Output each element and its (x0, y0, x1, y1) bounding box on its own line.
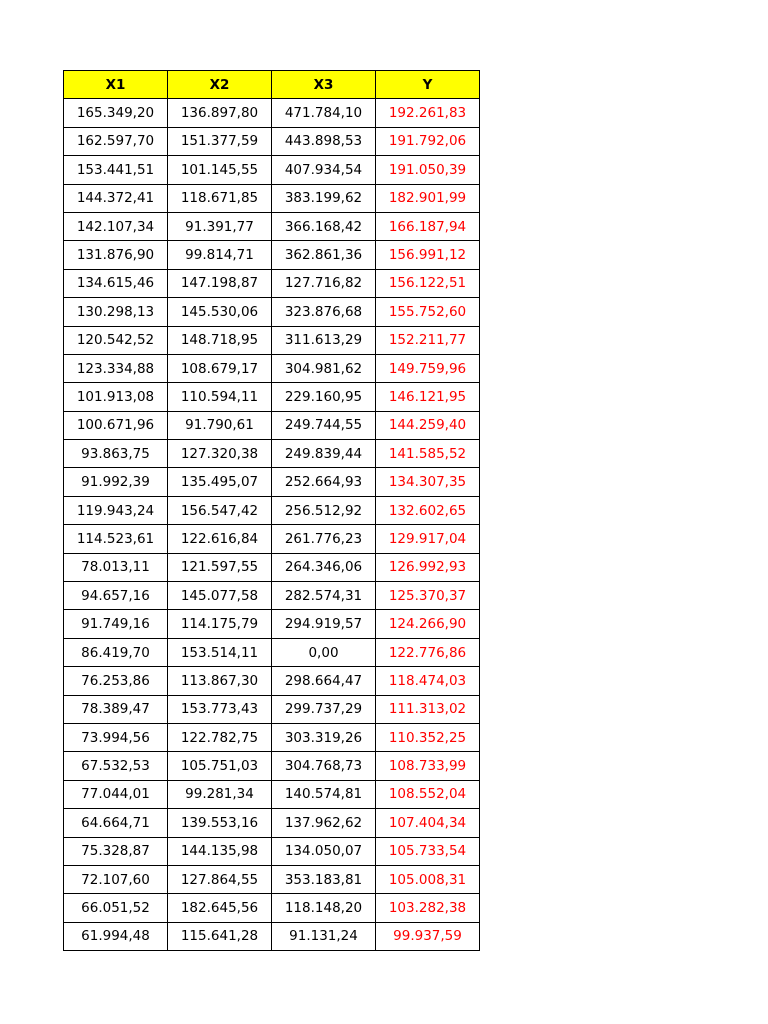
cell-x2: 147.198,87 (168, 269, 272, 297)
table-row (64, 752, 480, 780)
cell-x2: 145.530,06 (168, 298, 272, 326)
cell-y: 191.050,39 (376, 156, 480, 184)
cell-x1: 73.994,56 (64, 723, 168, 751)
cell-x3: 137.962,62 (272, 809, 376, 837)
cell-y: 108.733,99 (376, 752, 480, 780)
cell-x2: 108.679,17 (168, 354, 272, 382)
cell-x3: 353.183,81 (272, 865, 376, 893)
cell-x3: 298.664,47 (272, 667, 376, 695)
cell-x2: 122.616,84 (168, 525, 272, 553)
header-x3: X3 (272, 71, 376, 99)
table-row (64, 127, 480, 155)
cell-y: 156.991,12 (376, 241, 480, 269)
cell-x1: 78.013,11 (64, 553, 168, 581)
cell-x3: 294.919,57 (272, 610, 376, 638)
cell-x2: 99.814,71 (168, 241, 272, 269)
table-row (64, 383, 480, 411)
cell-y: 152.211,77 (376, 326, 480, 354)
table-row (64, 525, 480, 553)
table-row (64, 922, 480, 950)
cell-x1: 131.876,90 (64, 241, 168, 269)
table-row (64, 241, 480, 269)
cell-x2: 122.782,75 (168, 723, 272, 751)
cell-x2: 118.671,85 (168, 184, 272, 212)
cell-x1: 67.532,53 (64, 752, 168, 780)
cell-x1: 130.298,13 (64, 298, 168, 326)
cell-x3: 311.613,29 (272, 326, 376, 354)
cell-x3: 261.776,23 (272, 525, 376, 553)
header-x2: X2 (168, 71, 272, 99)
cell-x2: 151.377,59 (168, 127, 272, 155)
table-row (64, 411, 480, 439)
cell-x1: 91.992,39 (64, 468, 168, 496)
cell-y: 149.759,96 (376, 354, 480, 382)
cell-x2: 127.320,38 (168, 440, 272, 468)
cell-y: 182.901,99 (376, 184, 480, 212)
cell-y: 103.282,38 (376, 894, 480, 922)
cell-x3: 134.050,07 (272, 837, 376, 865)
cell-y: 166.187,94 (376, 212, 480, 240)
cell-x2: 114.175,79 (168, 610, 272, 638)
table-row (64, 99, 480, 127)
table-row (64, 582, 480, 610)
cell-x1: 93.863,75 (64, 440, 168, 468)
cell-x3: 443.898,53 (272, 127, 376, 155)
table-row (64, 695, 480, 723)
cell-x1: 162.597,70 (64, 127, 168, 155)
cell-y: 105.008,31 (376, 865, 480, 893)
cell-x2: 127.864,55 (168, 865, 272, 893)
cell-y: 111.313,02 (376, 695, 480, 723)
cell-y: 155.752,60 (376, 298, 480, 326)
cell-x1: 66.051,52 (64, 894, 168, 922)
cell-y: 132.602,65 (376, 496, 480, 524)
cell-y: 125.370,37 (376, 582, 480, 610)
cell-y: 156.122,51 (376, 269, 480, 297)
table-row (64, 156, 480, 184)
cell-x3: 303.319,26 (272, 723, 376, 751)
cell-x1: 91.749,16 (64, 610, 168, 638)
cell-x3: 471.784,10 (272, 99, 376, 127)
cell-x2: 91.391,77 (168, 212, 272, 240)
cell-x3: 256.512,92 (272, 496, 376, 524)
cell-x1: 64.664,71 (64, 809, 168, 837)
cell-x1: 134.615,46 (64, 269, 168, 297)
table-row (64, 809, 480, 837)
cell-x2: 110.594,11 (168, 383, 272, 411)
cell-x2: 153.514,11 (168, 638, 272, 666)
table-row (64, 780, 480, 808)
cell-x3: 407.934,54 (272, 156, 376, 184)
cell-x2: 121.597,55 (168, 553, 272, 581)
cell-x2: 113.867,30 (168, 667, 272, 695)
cell-x3: 264.346,06 (272, 553, 376, 581)
table-row (64, 496, 480, 524)
table-row (64, 894, 480, 922)
header-y: Y (376, 71, 480, 99)
header-x1: X1 (64, 71, 168, 99)
cell-x2: 136.897,80 (168, 99, 272, 127)
cell-y: 105.733,54 (376, 837, 480, 865)
header-row (64, 71, 480, 99)
cell-x1: 123.334,88 (64, 354, 168, 382)
table-row (64, 667, 480, 695)
cell-x1: 75.328,87 (64, 837, 168, 865)
cell-x3: 362.861,36 (272, 241, 376, 269)
cell-x3: 118.148,20 (272, 894, 376, 922)
table-body (64, 99, 480, 951)
cell-x2: 91.790,61 (168, 411, 272, 439)
table-row (64, 269, 480, 297)
table-row (64, 184, 480, 212)
table-row (64, 440, 480, 468)
cell-x3: 252.664,93 (272, 468, 376, 496)
data-table (63, 70, 480, 951)
table-row (64, 865, 480, 893)
cell-x1: 144.372,41 (64, 184, 168, 212)
cell-x2: 101.145,55 (168, 156, 272, 184)
cell-x1: 86.419,70 (64, 638, 168, 666)
table-row (64, 610, 480, 638)
cell-x1: 76.253,86 (64, 667, 168, 695)
cell-y: 191.792,06 (376, 127, 480, 155)
cell-x1: 72.107,60 (64, 865, 168, 893)
cell-y: 144.259,40 (376, 411, 480, 439)
cell-x3: 127.716,82 (272, 269, 376, 297)
cell-x1: 165.349,20 (64, 99, 168, 127)
cell-x2: 156.547,42 (168, 496, 272, 524)
cell-x1: 142.107,34 (64, 212, 168, 240)
cell-x1: 94.657,16 (64, 582, 168, 610)
cell-x1: 153.441,51 (64, 156, 168, 184)
cell-y: 122.776,86 (376, 638, 480, 666)
cell-y: 118.474,03 (376, 667, 480, 695)
cell-y: 134.307,35 (376, 468, 480, 496)
cell-x3: 91.131,24 (272, 922, 376, 950)
cell-y: 99.937,59 (376, 922, 480, 950)
cell-y: 141.585,52 (376, 440, 480, 468)
cell-x1: 61.994,48 (64, 922, 168, 950)
cell-x2: 115.641,28 (168, 922, 272, 950)
cell-x2: 105.751,03 (168, 752, 272, 780)
cell-x2: 144.135,98 (168, 837, 272, 865)
cell-x2: 99.281,34 (168, 780, 272, 808)
cell-x3: 0,00 (272, 638, 376, 666)
table-row (64, 354, 480, 382)
cell-x1: 100.671,96 (64, 411, 168, 439)
table-row (64, 638, 480, 666)
cell-x2: 148.718,95 (168, 326, 272, 354)
table-row (64, 212, 480, 240)
cell-y: 124.266,90 (376, 610, 480, 638)
cell-y: 108.552,04 (376, 780, 480, 808)
cell-x2: 135.495,07 (168, 468, 272, 496)
cell-y: 129.917,04 (376, 525, 480, 553)
table-row (64, 837, 480, 865)
cell-y: 107.404,34 (376, 809, 480, 837)
cell-x1: 119.943,24 (64, 496, 168, 524)
table-row (64, 326, 480, 354)
cell-x2: 139.553,16 (168, 809, 272, 837)
table-row (64, 468, 480, 496)
cell-x3: 140.574,81 (272, 780, 376, 808)
cell-x3: 304.981,62 (272, 354, 376, 382)
cell-x3: 323.876,68 (272, 298, 376, 326)
cell-y: 146.121,95 (376, 383, 480, 411)
cell-y: 126.992,93 (376, 553, 480, 581)
cell-x3: 299.737,29 (272, 695, 376, 723)
cell-x3: 304.768,73 (272, 752, 376, 780)
cell-x2: 153.773,43 (168, 695, 272, 723)
cell-x3: 282.574,31 (272, 582, 376, 610)
cell-x2: 145.077,58 (168, 582, 272, 610)
table-row (64, 723, 480, 751)
cell-x1: 101.913,08 (64, 383, 168, 411)
table-row (64, 298, 480, 326)
table-header (64, 71, 480, 99)
cell-x1: 114.523,61 (64, 525, 168, 553)
cell-x1: 120.542,52 (64, 326, 168, 354)
cell-x1: 77.044,01 (64, 780, 168, 808)
cell-x2: 182.645,56 (168, 894, 272, 922)
cell-y: 110.352,25 (376, 723, 480, 751)
table-row (64, 553, 480, 581)
cell-y: 192.261,83 (376, 99, 480, 127)
cell-x1: 78.389,47 (64, 695, 168, 723)
cell-x3: 229.160,95 (272, 383, 376, 411)
cell-x3: 383.199,62 (272, 184, 376, 212)
cell-x3: 366.168,42 (272, 212, 376, 240)
cell-x3: 249.744,55 (272, 411, 376, 439)
cell-x3: 249.839,44 (272, 440, 376, 468)
